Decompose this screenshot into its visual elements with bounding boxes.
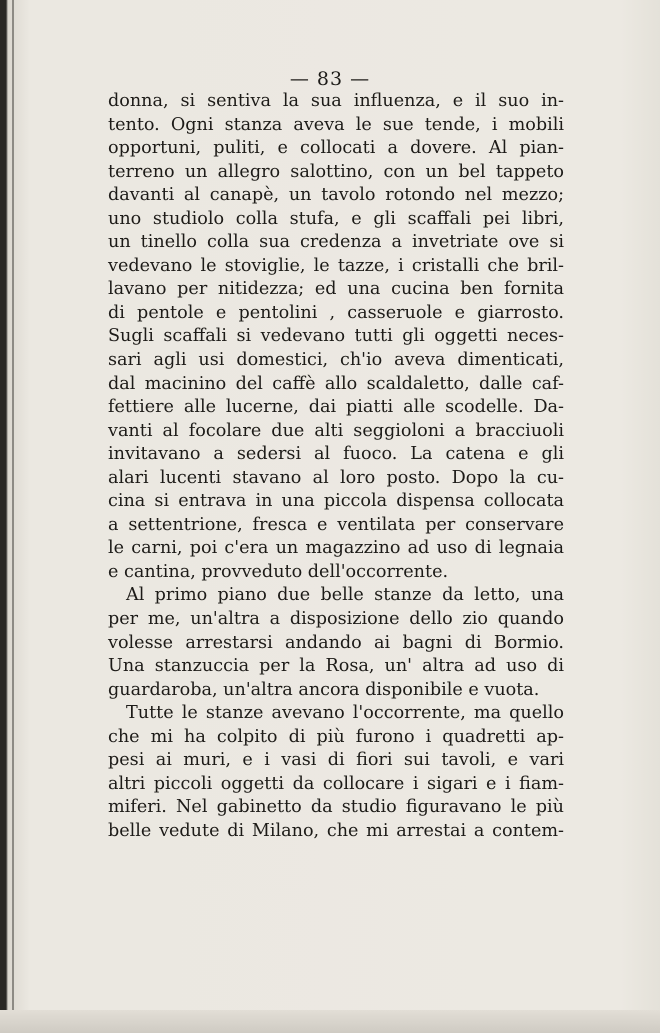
text-line: di pentole e pentolini , casseruole e giarrosto. (108, 302, 564, 323)
text-line: vedevano le stoviglie, le tazze, i cristalli che bril- (108, 255, 564, 276)
paragraph-end-line: guardaroba, un'altra ancora disponibile e vuota. (108, 679, 540, 700)
text-line: invitavano a sedersi al fuoco. La catena e gli (108, 444, 564, 465)
text-line: alari lucenti stavano al loro posto. Dopo la cu- (108, 467, 564, 488)
text-line: vanti al focolare due alti seggioloni a bracciuoli (108, 420, 564, 441)
text-line: le carni, poi c'era un magazzino ad uso di legnaia (108, 538, 564, 559)
text-line: davanti al canapè, un tavolo rotondo nel mezzo; (108, 185, 564, 206)
text-line: belle vedute di Milano, che mi arrestai a contem- (108, 820, 564, 841)
text-line: volesse arrestarsi andando ai bagni di Bormio. (108, 632, 564, 653)
text-line: sari agli usi domestici, ch'io aveva dimenticati, (108, 350, 564, 371)
paragraph-start-line: Al primo piano due belle stanze da letto, una (126, 585, 564, 606)
text-line: tento. Ogni stanza aveva le sue tende, i mobili (108, 114, 564, 135)
text-line: uno studiolo colla stufa, e gli scaffali pei libri, (108, 208, 564, 229)
page-bottom-edge (0, 1010, 660, 1033)
text-line: altri piccoli oggetti da collocare i sigari e i fiam- (108, 773, 564, 794)
text-line: Sugli scaffali si vedevano tutti gli oggetti neces- (108, 326, 564, 347)
text-line: dal macinino del caffè allo scaldaletto, dalle caf- (108, 373, 564, 394)
text-line: terreno un allegro salottino, con un bel tappeto (108, 161, 564, 182)
text-line: opportuni, puliti, e collocati a dovere. Al pian- (108, 138, 564, 159)
text-line: a settentrione, fresca e ventilata per conservare (108, 514, 564, 535)
paragraph-end-line: e cantina, provveduto dell'occorrente. (108, 561, 449, 582)
body-text (108, 90, 564, 844)
text-line: che mi ha colpito di più furono i quadretti ap- (108, 726, 564, 747)
text-line: cina si entrava in una piccola dispensa collocata (108, 491, 564, 512)
page-number: — 83 — (289, 68, 371, 90)
page-spine-edge (12, 0, 14, 1033)
text-line: pesi ai muri, e i vasi di fiori sui tavoli, e vari (108, 750, 564, 771)
text-line: fettiere alle lucerne, dai piatti alle scodelle. Da- (108, 397, 564, 418)
text-line: miferi. Nel gabinetto da studio figuravano le più (108, 797, 564, 818)
text-line: Una stanzuccia per la Rosa, un' altra ad uso di (108, 656, 564, 677)
paragraph-start-line: Tutte le stanze avevano l'occorrente, ma quello (126, 703, 564, 724)
text-line: un tinello colla sua credenza a invetriate ove si (108, 232, 564, 253)
text-line: lavano per nitidezza; ed una cucina ben fornita (108, 279, 564, 300)
text-line: per me, un'altra a disposizione dello zio quando (108, 609, 564, 630)
text-line: donna, si sentiva la sua influenza, e il suo in- (108, 91, 564, 111)
